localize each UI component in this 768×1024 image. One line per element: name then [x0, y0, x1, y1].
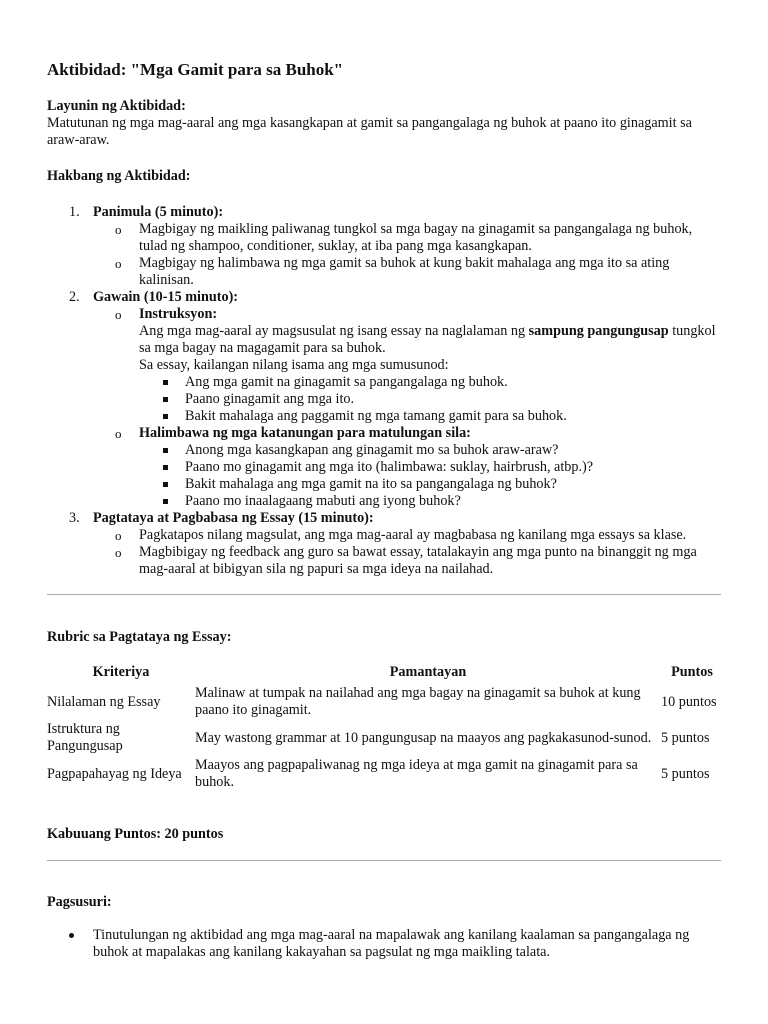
document-title: Aktibidad: "Mga Gamit para sa Buhok" [47, 60, 344, 79]
step-number: 2. [69, 289, 80, 305]
document-page [47, 60, 723, 961]
list-item: Bakit mahalaga ang paggamit ng mga tamang gamit para sa buhok. [139, 408, 723, 425]
instructions-heading: Instruksyon: [139, 306, 218, 322]
list-item: o Magbigay ng maikling paliwanag tungkol sa mga bagay na ginagamit sa pangangalaga ng buhok, tulad ng shampoo, conditioner, suklay, at iba pang mga kasangkapan. [115, 221, 693, 254]
table-cell: 5 puntos [661, 729, 710, 746]
questions-heading: Halimbawa ng mga katanungan para matulungan sila: [139, 425, 471, 441]
list-item: o Magbibigay ng feedback ang guro sa bawat essay, tatalakayin ang mga punto na binanggit ng mga mag-aaral at bibigyan sila ng papuri sa mga ideya na nailahad. [115, 544, 697, 577]
evaluation-heading: Pagsusuri: [47, 894, 112, 910]
steps-list [47, 204, 723, 578]
table-header-row [47, 662, 723, 685]
step-2-items [93, 306, 723, 510]
list-item: Paano ginagamit ang mga ito. [139, 391, 723, 408]
objective-section [47, 98, 723, 149]
highlighted-phrase: sampung pangungusap [528, 323, 669, 339]
instructions-points [139, 374, 723, 425]
list-item: Paano mo inaalagaang mabuti ang iyong buhok? [139, 493, 723, 510]
objective-heading: Layunin ng Aktibidad: [47, 98, 186, 114]
step-2 [47, 289, 723, 510]
step-number: 1. [69, 204, 80, 220]
list-item: Bakit mahalaga ang mga gamit na ito sa pangangalaga ng buhok? [139, 476, 723, 493]
list-item: Ang mga gamit na ginagamit sa pangangalaga ng buhok. [139, 374, 723, 391]
questions-item: o Halimbawa ng mga katanungan para matulungan sila: Anong mga kasangkapan ang ginagamit mo sa buhok araw-araw? Paano mo ginagamit ang mga ito (halimbawa: suklay, hairbrush, atbp.)? Bakit mahalaga ang mga gamit na ito sa pangangalaga ng buhok? Paano mo inaalagaang mabuti ang iyong buhok? [93, 425, 723, 510]
table-cell: 10 puntos [661, 693, 717, 710]
step-number: 3. [69, 510, 80, 526]
total-points: Kabuuang Puntos: 20 puntos [47, 826, 224, 842]
table-cell: Istruktura ng Pangungusap [47, 721, 123, 754]
questions-points [139, 442, 723, 510]
step-title: Pagtataya at Pagbabasa ng Essay (15 minuto): [93, 510, 374, 526]
rubric-heading: Rubric sa Pagtataya ng Essay: [47, 629, 232, 645]
step-title: Panimula (5 minuto): [93, 204, 224, 220]
step-3-items [93, 527, 723, 578]
divider [47, 860, 721, 861]
instructions-text: Ang mga mag-aaral ay magsusulat ng isang essay na naglalaman ng sampung pangungusap tungkol sa mga bagay na magagamit para sa buhok. [139, 323, 716, 356]
list-item: o Pagkatapos nilang magsulat, ang mga mag-aaral ay magbabasa ng kanilang mga essays sa klase. [115, 527, 687, 543]
divider [47, 594, 721, 595]
table-row [47, 757, 723, 793]
step-title: Gawain (10-15 minuto): [93, 289, 239, 305]
table-cell: Malinaw at tumpak na nailahad ang mga bagay na ginagamit sa buhok at kung paano ito ginagamit. [195, 685, 641, 718]
step-1 [47, 204, 723, 289]
list-item: Anong mga kasangkapan ang ginagamit mo sa buhok araw-araw? [139, 442, 723, 459]
rubric-table [47, 662, 723, 793]
evaluation-list [47, 927, 723, 961]
steps-heading: Hakbang ng Aktibidad: [47, 168, 191, 184]
column-header: Puntos [671, 664, 713, 680]
table-row [47, 721, 723, 757]
instructions-line2: Sa essay, kailangan nilang isama ang mga sumusunod: [139, 357, 449, 373]
instructions-item: o Instruksyon: Ang mga mag-aaral ay magsusulat ng isang essay na naglalaman ng sampung pangungusap tungkol sa mga bagay na magagamit para sa buhok. Sa essay, kailangan nilang isama ang mga sumusunod: Ang mga gamit na ginagamit sa pangangalaga ng buhok. Paano ginagamit ang mga ito. Bakit mahalaga ang paggamit ng mga tamang gamit para sa buhok. [93, 306, 723, 425]
step-1-items [93, 221, 723, 289]
table-cell: Pagpapahayag ng Ideya [47, 765, 182, 782]
list-item: o Magbigay ng halimbawa ng mga gamit sa buhok at kung bakit mahalaga ang mga ito sa ating kalinisan. [115, 255, 670, 288]
table-cell: Nilalaman ng Essay [47, 693, 161, 710]
list-item: Tinutulungan ng aktibidad ang mga mag-aaral na mapalawak ang kanilang kaalaman sa pangangalaga ng buhok at mapalakas ang kanilang kakayahan sa pagsulat ng mga maikling talata. [47, 927, 723, 961]
table-cell: May wastong grammar at 10 pangungusap na maayos ang pagkakasunod-sunod. [195, 729, 652, 746]
table-cell: Maayos ang pagpapaliwanag ng mga ideya at mga gamit na ginagamit para sa buhok. [195, 757, 638, 790]
list-item: Paano mo ginagamit ang mga ito (halimbawa: suklay, hairbrush, atbp.)? [139, 459, 723, 476]
objective-text: Matutunan ng mga mag-aaral ang mga kasangkapan at gamit sa pangangalaga ng buhok at paano ito ginagamit sa araw-araw. [47, 115, 692, 148]
column-header: Pamantayan [389, 664, 467, 680]
table-cell: 5 puntos [661, 765, 710, 782]
step-3 [47, 510, 723, 578]
column-header: Kriteriya [92, 664, 150, 680]
table-row [47, 685, 723, 721]
